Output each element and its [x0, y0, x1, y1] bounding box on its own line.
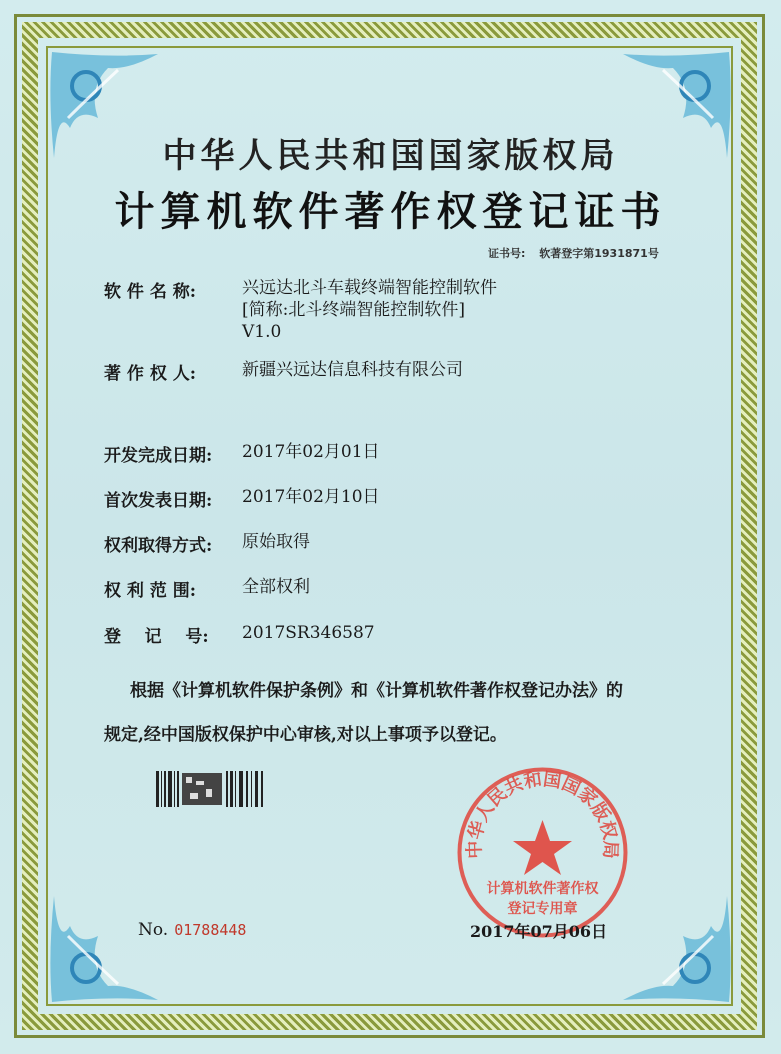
seal-outer-text: 中华人民共和国国家版权局	[464, 769, 621, 859]
field-development-date	[104, 441, 380, 466]
certificate-title: 计算机软件著作权登记证书	[114, 188, 667, 235]
field-label: 首次发表日期:	[104, 491, 213, 511]
serial-value: 01788448	[174, 921, 247, 939]
field-label: 登 记 号:	[104, 627, 209, 647]
field-label: 开发完成日期:	[104, 446, 213, 466]
field-value: 新疆兴远达信息科技有限公司	[242, 360, 463, 380]
corner-ornament-icon	[48, 886, 168, 1006]
field-label: 软 件 名 称:	[104, 282, 197, 302]
statement-line-2: 规定,经中国版权保护中心审核,对以上事项予以登记。	[104, 725, 507, 745]
seal-inner-line-1: 计算机软件著作权	[486, 881, 599, 897]
field-registration-number	[104, 622, 375, 647]
official-seal-icon	[455, 765, 630, 940]
seal-inner-line-2: 登记专用章	[507, 901, 578, 917]
field-value: 2017SR346587	[242, 623, 375, 643]
field-copyright-owner	[104, 359, 463, 384]
issuer-title: 中华人民共和国国家版权局	[162, 136, 619, 176]
field-first-publication-date	[104, 486, 380, 511]
field-label: 权利取得方式:	[104, 536, 213, 556]
software-name-line: 兴远达北斗车载终端智能控制软件	[242, 278, 497, 298]
software-version-line: V1.0	[242, 322, 282, 342]
field-value	[242, 277, 497, 343]
corner-ornament-icon	[613, 886, 733, 1006]
field-value: 全部权利	[242, 577, 310, 597]
field-software-name	[104, 277, 497, 343]
issue-date: 2017年07月06日	[470, 922, 608, 941]
field-value: 2017年02月10日	[242, 487, 380, 507]
field-value: 原始取得	[242, 532, 310, 552]
certificate-number	[488, 245, 659, 261]
field-value: 2017年02月01日	[242, 442, 380, 462]
field-label: 权 利 范 围:	[104, 581, 197, 601]
statement-line-1: 根据《计算机软件保护条例》和《计算机软件著作权登记办法》的	[130, 681, 623, 701]
certificate-number-value: 软著登字第1931871号	[539, 247, 659, 260]
software-short-name-line: [简称:北斗终端智能控制软件]	[242, 300, 465, 320]
field-rights-scope	[104, 576, 310, 601]
serial-number	[138, 920, 246, 940]
field-acquisition-method	[104, 531, 310, 556]
serial-label: No.	[138, 920, 169, 940]
field-label: 著 作 权 人:	[104, 364, 197, 384]
barcode-icon	[156, 771, 266, 807]
certificate-number-label: 证书号:	[488, 247, 526, 260]
